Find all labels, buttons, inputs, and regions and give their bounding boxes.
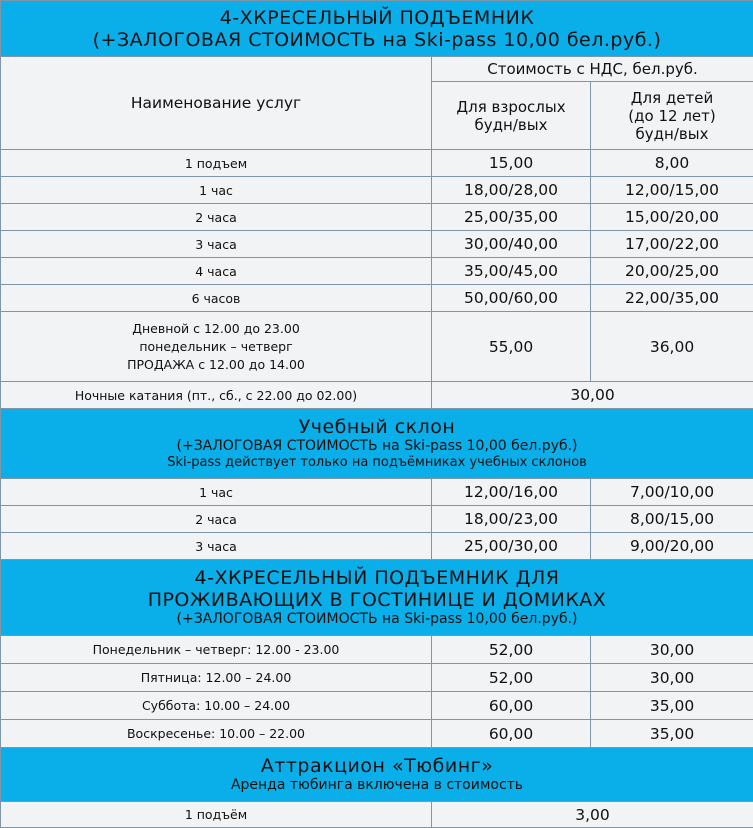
child-price: 35,00 <box>591 692 753 720</box>
child-price: 17,00/22,00 <box>591 231 753 258</box>
col-adult-label: Для взрослых <box>432 98 590 116</box>
section3-title-line2: ПРОЖИВАЮЩИХ В ГОСТИНИЦЕ И ДОМИКАХ <box>1 589 753 611</box>
col-service-header: Наименование услуг <box>1 57 432 150</box>
day-pass-line1: Дневной с 12.00 до 23.00 <box>1 320 431 338</box>
col-child-label: Для детей <box>591 89 753 107</box>
adult-price: 12,00/16,00 <box>432 479 591 506</box>
service-name: 4 часа <box>1 258 432 285</box>
adult-price: 35,00/45,00 <box>432 258 591 285</box>
adult-price: 25,00/30,00 <box>432 533 591 560</box>
service-name: Понедельник – четверг: 12.00 - 23.00 <box>1 636 432 664</box>
table-row <box>1 150 753 177</box>
day-pass-row <box>1 312 753 382</box>
adult-price: 55,00 <box>432 312 591 382</box>
adult-price: 18,00/28,00 <box>432 177 591 204</box>
section1-header <box>1 1 753 57</box>
tubing-price: 3,00 <box>432 802 753 828</box>
section2-subtitle: (+ЗАЛОГОВАЯ СТОИМОСТЬ на Ski-pass 10,00 бел.руб.) <box>1 438 753 455</box>
table-row <box>1 285 753 312</box>
table-row <box>1 506 753 533</box>
child-price: 9,00/20,00 <box>591 533 753 560</box>
adult-price: 25,00/35,00 <box>432 204 591 231</box>
service-name <box>1 312 432 382</box>
service-name: 3 часа <box>1 231 432 258</box>
child-price: 22,00/35,00 <box>591 285 753 312</box>
adult-price: 52,00 <box>432 636 591 664</box>
child-price: 30,00 <box>591 636 753 664</box>
col-child-header <box>591 82 753 150</box>
adult-price: 52,00 <box>432 664 591 692</box>
section2-header <box>1 409 753 479</box>
table-row <box>1 692 753 720</box>
table-row <box>1 479 753 506</box>
col-price-header: Стоимость с НДС, бел.руб. <box>432 57 753 82</box>
service-name: 2 часа <box>1 204 432 231</box>
table-row <box>1 177 753 204</box>
table-row <box>1 533 753 560</box>
child-price: 8,00 <box>591 150 753 177</box>
adult-price: 15,00 <box>432 150 591 177</box>
service-name: Ночные катания (пт., сб., с 22.00 до 02.00) <box>1 382 432 409</box>
adult-price: 18,00/23,00 <box>432 506 591 533</box>
table-row <box>1 258 753 285</box>
service-name: Воскресенье: 10.00 – 22.00 <box>1 720 432 748</box>
service-name: 1 подъем <box>1 150 432 177</box>
col-adult-header <box>432 82 591 150</box>
service-name: 1 час <box>1 177 432 204</box>
section2-note: Ski-pass действует только на подъёмниках учебных склонов <box>1 455 753 471</box>
col-child-age: (до 12 лет) <box>591 107 753 125</box>
child-price: 15,00/20,00 <box>591 204 753 231</box>
table-row <box>1 720 753 748</box>
table-row <box>1 802 753 828</box>
day-pass-line3: ПРОДАЖА с 12.00 до 14.00 <box>1 356 431 374</box>
col-adult-days: будн/вых <box>432 116 590 134</box>
section3-title-line1: 4-ХКРЕСЕЛЬНЫЙ ПОДЪЕМНИК ДЛЯ <box>1 567 753 589</box>
child-price: 36,00 <box>591 312 753 382</box>
service-name: 1 час <box>1 479 432 506</box>
column-header-row <box>1 57 753 82</box>
table-row <box>1 636 753 664</box>
service-name: 6 часов <box>1 285 432 312</box>
section1-subtitle: (+ЗАЛОГОВАЯ СТОИМОСТЬ на Ski-pass 10,00 бел.руб.) <box>1 29 753 51</box>
section3-subtitle: (+ЗАЛОГОВАЯ СТОИМОСТЬ на Ski-pass 10,00 бел.руб.) <box>1 611 753 628</box>
child-price: 30,00 <box>591 664 753 692</box>
service-name: 1 подъём <box>1 802 432 828</box>
service-name: 3 часа <box>1 533 432 560</box>
table-row <box>1 664 753 692</box>
table-row <box>1 204 753 231</box>
night-row <box>1 382 753 409</box>
service-name: Пятница: 12.00 – 24.00 <box>1 664 432 692</box>
day-pass-line2: понедельник – четверг <box>1 338 431 356</box>
child-price: 35,00 <box>591 720 753 748</box>
adult-price: 50,00/60,00 <box>432 285 591 312</box>
child-price: 8,00/15,00 <box>591 506 753 533</box>
child-price: 12,00/15,00 <box>591 177 753 204</box>
section1-title: 4-ХКРЕСЕЛЬНЫЙ ПОДЪЕМНИК <box>1 7 753 29</box>
section2-title: Учебный склон <box>1 416 753 438</box>
service-name: 2 часа <box>1 506 432 533</box>
night-price: 30,00 <box>432 382 753 409</box>
section4-title: Аттракцион «Тюбинг» <box>1 755 753 777</box>
col-child-days: будн/вых <box>591 125 753 143</box>
section4-subtitle: Аренда тюбинга включена в стоимость <box>1 777 753 794</box>
adult-price: 60,00 <box>432 692 591 720</box>
section4-header <box>1 748 753 802</box>
child-price: 20,00/25,00 <box>591 258 753 285</box>
adult-price: 60,00 <box>432 720 591 748</box>
adult-price: 30,00/40,00 <box>432 231 591 258</box>
service-name: Суббота: 10.00 – 24.00 <box>1 692 432 720</box>
table-row <box>1 231 753 258</box>
section3-header <box>1 560 753 636</box>
child-price: 7,00/10,00 <box>591 479 753 506</box>
